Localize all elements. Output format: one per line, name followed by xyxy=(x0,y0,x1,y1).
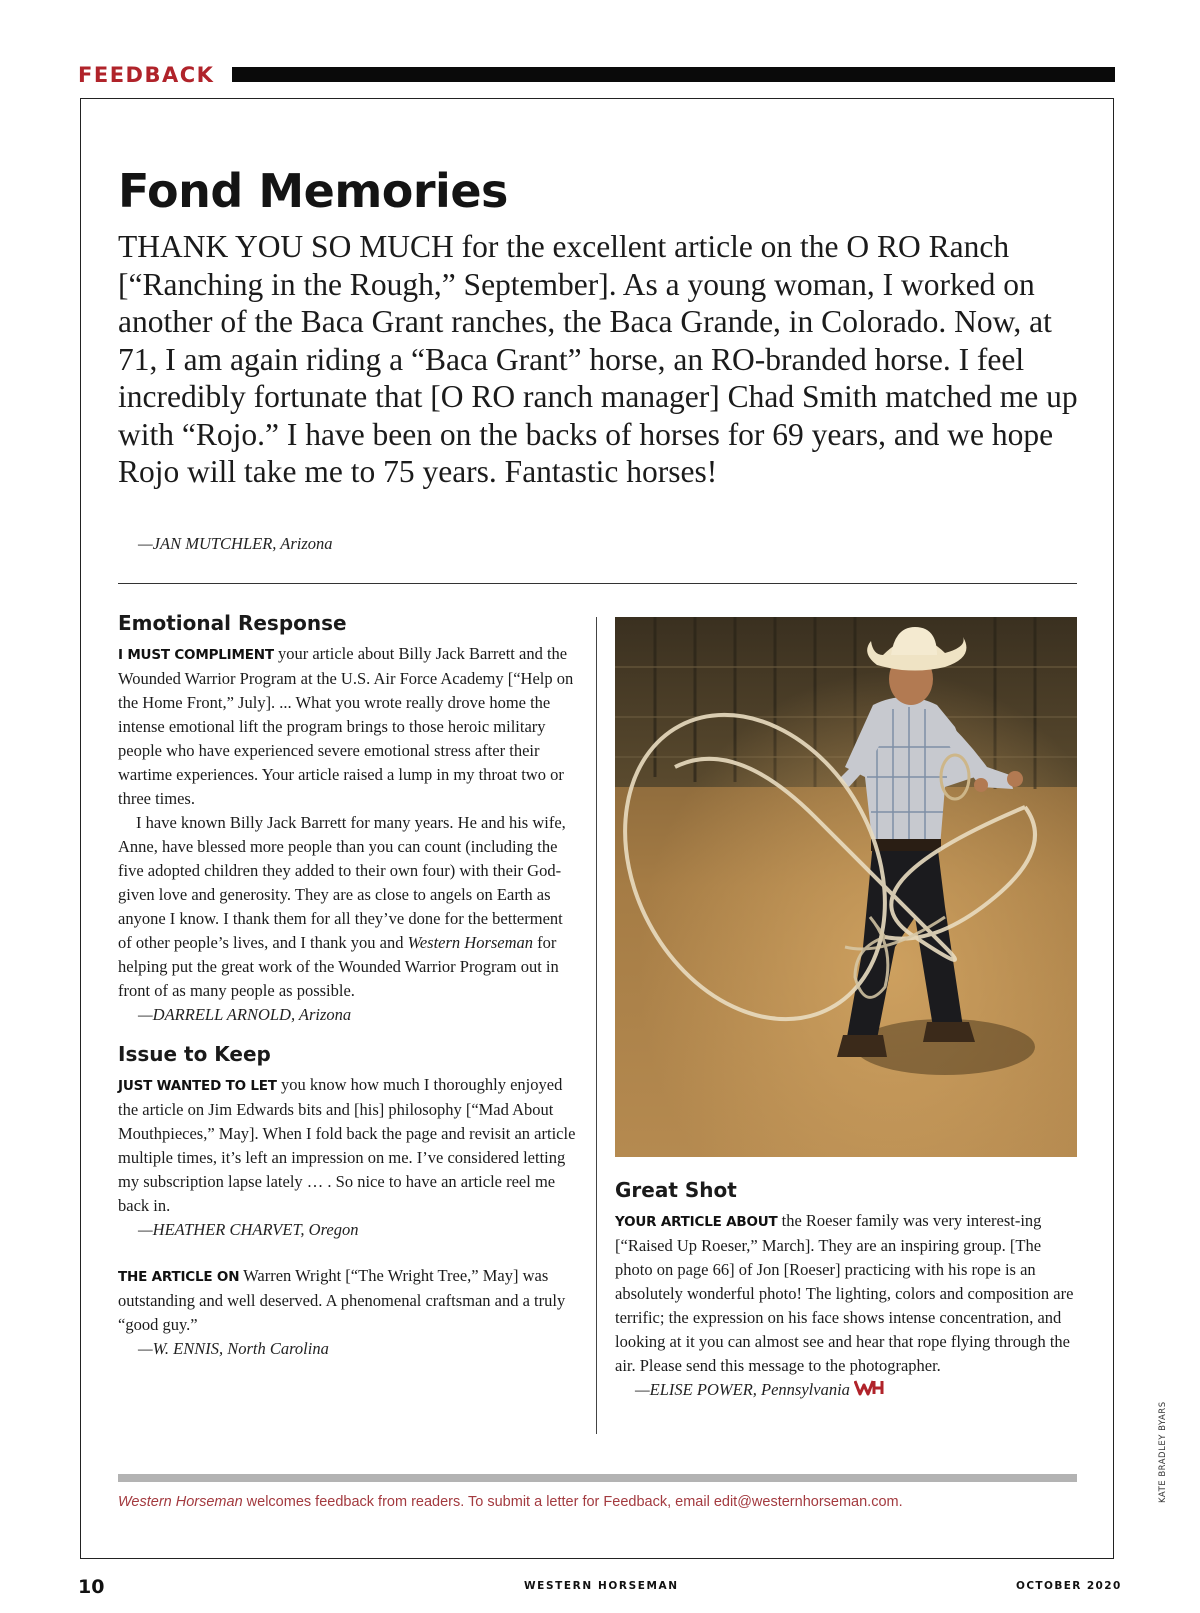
roper-photo-illustration xyxy=(615,617,1077,1157)
magazine-title-reference: Western Horseman xyxy=(407,933,534,952)
main-letter-signature: —JAN MUTCHLER, Arizona xyxy=(138,534,333,553)
letter-heading-issue-to-keep: Issue to Keep xyxy=(118,1042,271,1066)
letter-heading-great-shot: Great Shot xyxy=(615,1178,737,1202)
letter-signature-charvet: —HEATHER CHARVET, Oregon xyxy=(138,1220,359,1239)
section-divider xyxy=(118,583,1077,584)
main-letter-title: Fond Memories xyxy=(118,164,508,218)
letter-issue-to-keep-p1 xyxy=(118,1073,580,1218)
letter-signature-power xyxy=(635,1378,1077,1403)
section-header-bar xyxy=(232,67,1115,82)
letter-emotional-p1 xyxy=(118,642,580,811)
letter-text: you know how much I thoroughly enjoyed the article on Jim Edwards bits and [his] philosophy [“Mad About Mouthpieces,” May]. When I fold back the page and revisit an article multiple times, it’s left an impression on me. I’ve considered letting my subscription lapse lately … . So nice to have an article reel me back in. xyxy=(118,1075,576,1215)
letter-text: Warren Wright [“The Wright Tree,” May] was outstanding and well deserved. A phenomenal craftsman and a truly “good guy.” xyxy=(118,1266,566,1334)
letter-text: your article about Billy Jack Barrett and the Wounded Warrior Program at the U.S. Air Force Academy [“Help on the Home Front,” July]. ... What you wrote really drove home the intense emotional lift the program brings to those heroic military people who have experienced severe emotional stress after their wartime experiences. Your article raised a lump in my throat two or three times. xyxy=(118,644,574,808)
letter-heading-emotional: Emotional Response xyxy=(118,611,347,635)
letter-wright-p1 xyxy=(118,1264,580,1337)
footer-rule xyxy=(118,1474,1077,1482)
magazine-name-italic: Western Horseman xyxy=(118,1494,243,1510)
roper-photo xyxy=(615,617,1077,1157)
right-column-letter xyxy=(615,1177,1077,1403)
letter-emotional-p2 xyxy=(118,811,580,1003)
letter-lead-in: I MUST COMPLIMENT xyxy=(118,647,274,663)
letter-signature-arnold: —DARRELL ARNOLD, Arizona xyxy=(138,1005,352,1024)
page-number: 10 xyxy=(78,1576,105,1598)
western-horseman-logo-icon xyxy=(854,1379,884,1403)
photo-credit: KATE BRADLEY BYARS xyxy=(1158,1401,1168,1503)
magazine-name: WESTERN HORSEMAN xyxy=(524,1580,679,1592)
main-letter-body: THANK YOU SO MUCH for the excellent article on the O RO Ranch [“Ranching in the Rough,” September]. As a young woman, I worked on another of the Baca Grant ranches, the Baca Grande, in Colorado. Now, at 71, I am again riding a “Baca Grant” horse, an RO-branded horse. I feel incredibly fortunate that [O RO ranch manager] Chad Smith matched me up with “Rojo.” I have been on the backs of horses for 69 years, and we hope Rojo will take me to 75 years. Fantastic horses! xyxy=(118,229,1078,489)
feedback-submission-note xyxy=(118,1492,903,1512)
letter-text: the Roeser family was very interest-ing [“Raised Up Roeser,” March]. They are an inspiring group. [The photo on page 66] of Jon [Roeser] practicing with his rope is an absolutely wonderful photo! The lighting, colors and composition are terrific; the expression on his face shows intense concentration, and looking at it you can almost see and hear that rope flying through the air. Please send this message to the photographer. xyxy=(615,1211,1074,1375)
signature-text: —ELISE POWER, Pennsylvania xyxy=(635,1380,850,1399)
issue-date: OCTOBER 2020 xyxy=(1016,1580,1122,1592)
left-column xyxy=(118,610,580,1361)
letter-text: for helping put the great work of the Wounded Warrior Program out in front of as many people as possible. xyxy=(118,933,559,1000)
letter-lead-in: THE ARTICLE ON xyxy=(118,1269,240,1285)
column-divider xyxy=(596,617,597,1434)
letter-lead-in: JUST WANTED TO LET xyxy=(118,1078,277,1094)
letter-lead-in: YOUR ARTICLE ABOUT xyxy=(615,1214,778,1230)
section-label: FEEDBACK xyxy=(78,63,215,87)
letter-great-shot-p1 xyxy=(615,1209,1077,1378)
note-text: welcomes feedback from readers. To submit a letter for Feedback, email edit@westernhorseman.com. xyxy=(242,1494,903,1510)
letter-text: I have known Billy Jack Barrett for many years. He and his wife, Anne, have blessed more people than you can count (including the five adopted children they added to their own four) with their God-given love and generosity. They are as close to angels on Earth as anyone I know. I thank them for all they’ve done for the betterment of other people’s lives, and I thank you and xyxy=(118,813,566,952)
letter-signature-ennis: —W. ENNIS, North Carolina xyxy=(138,1339,329,1358)
